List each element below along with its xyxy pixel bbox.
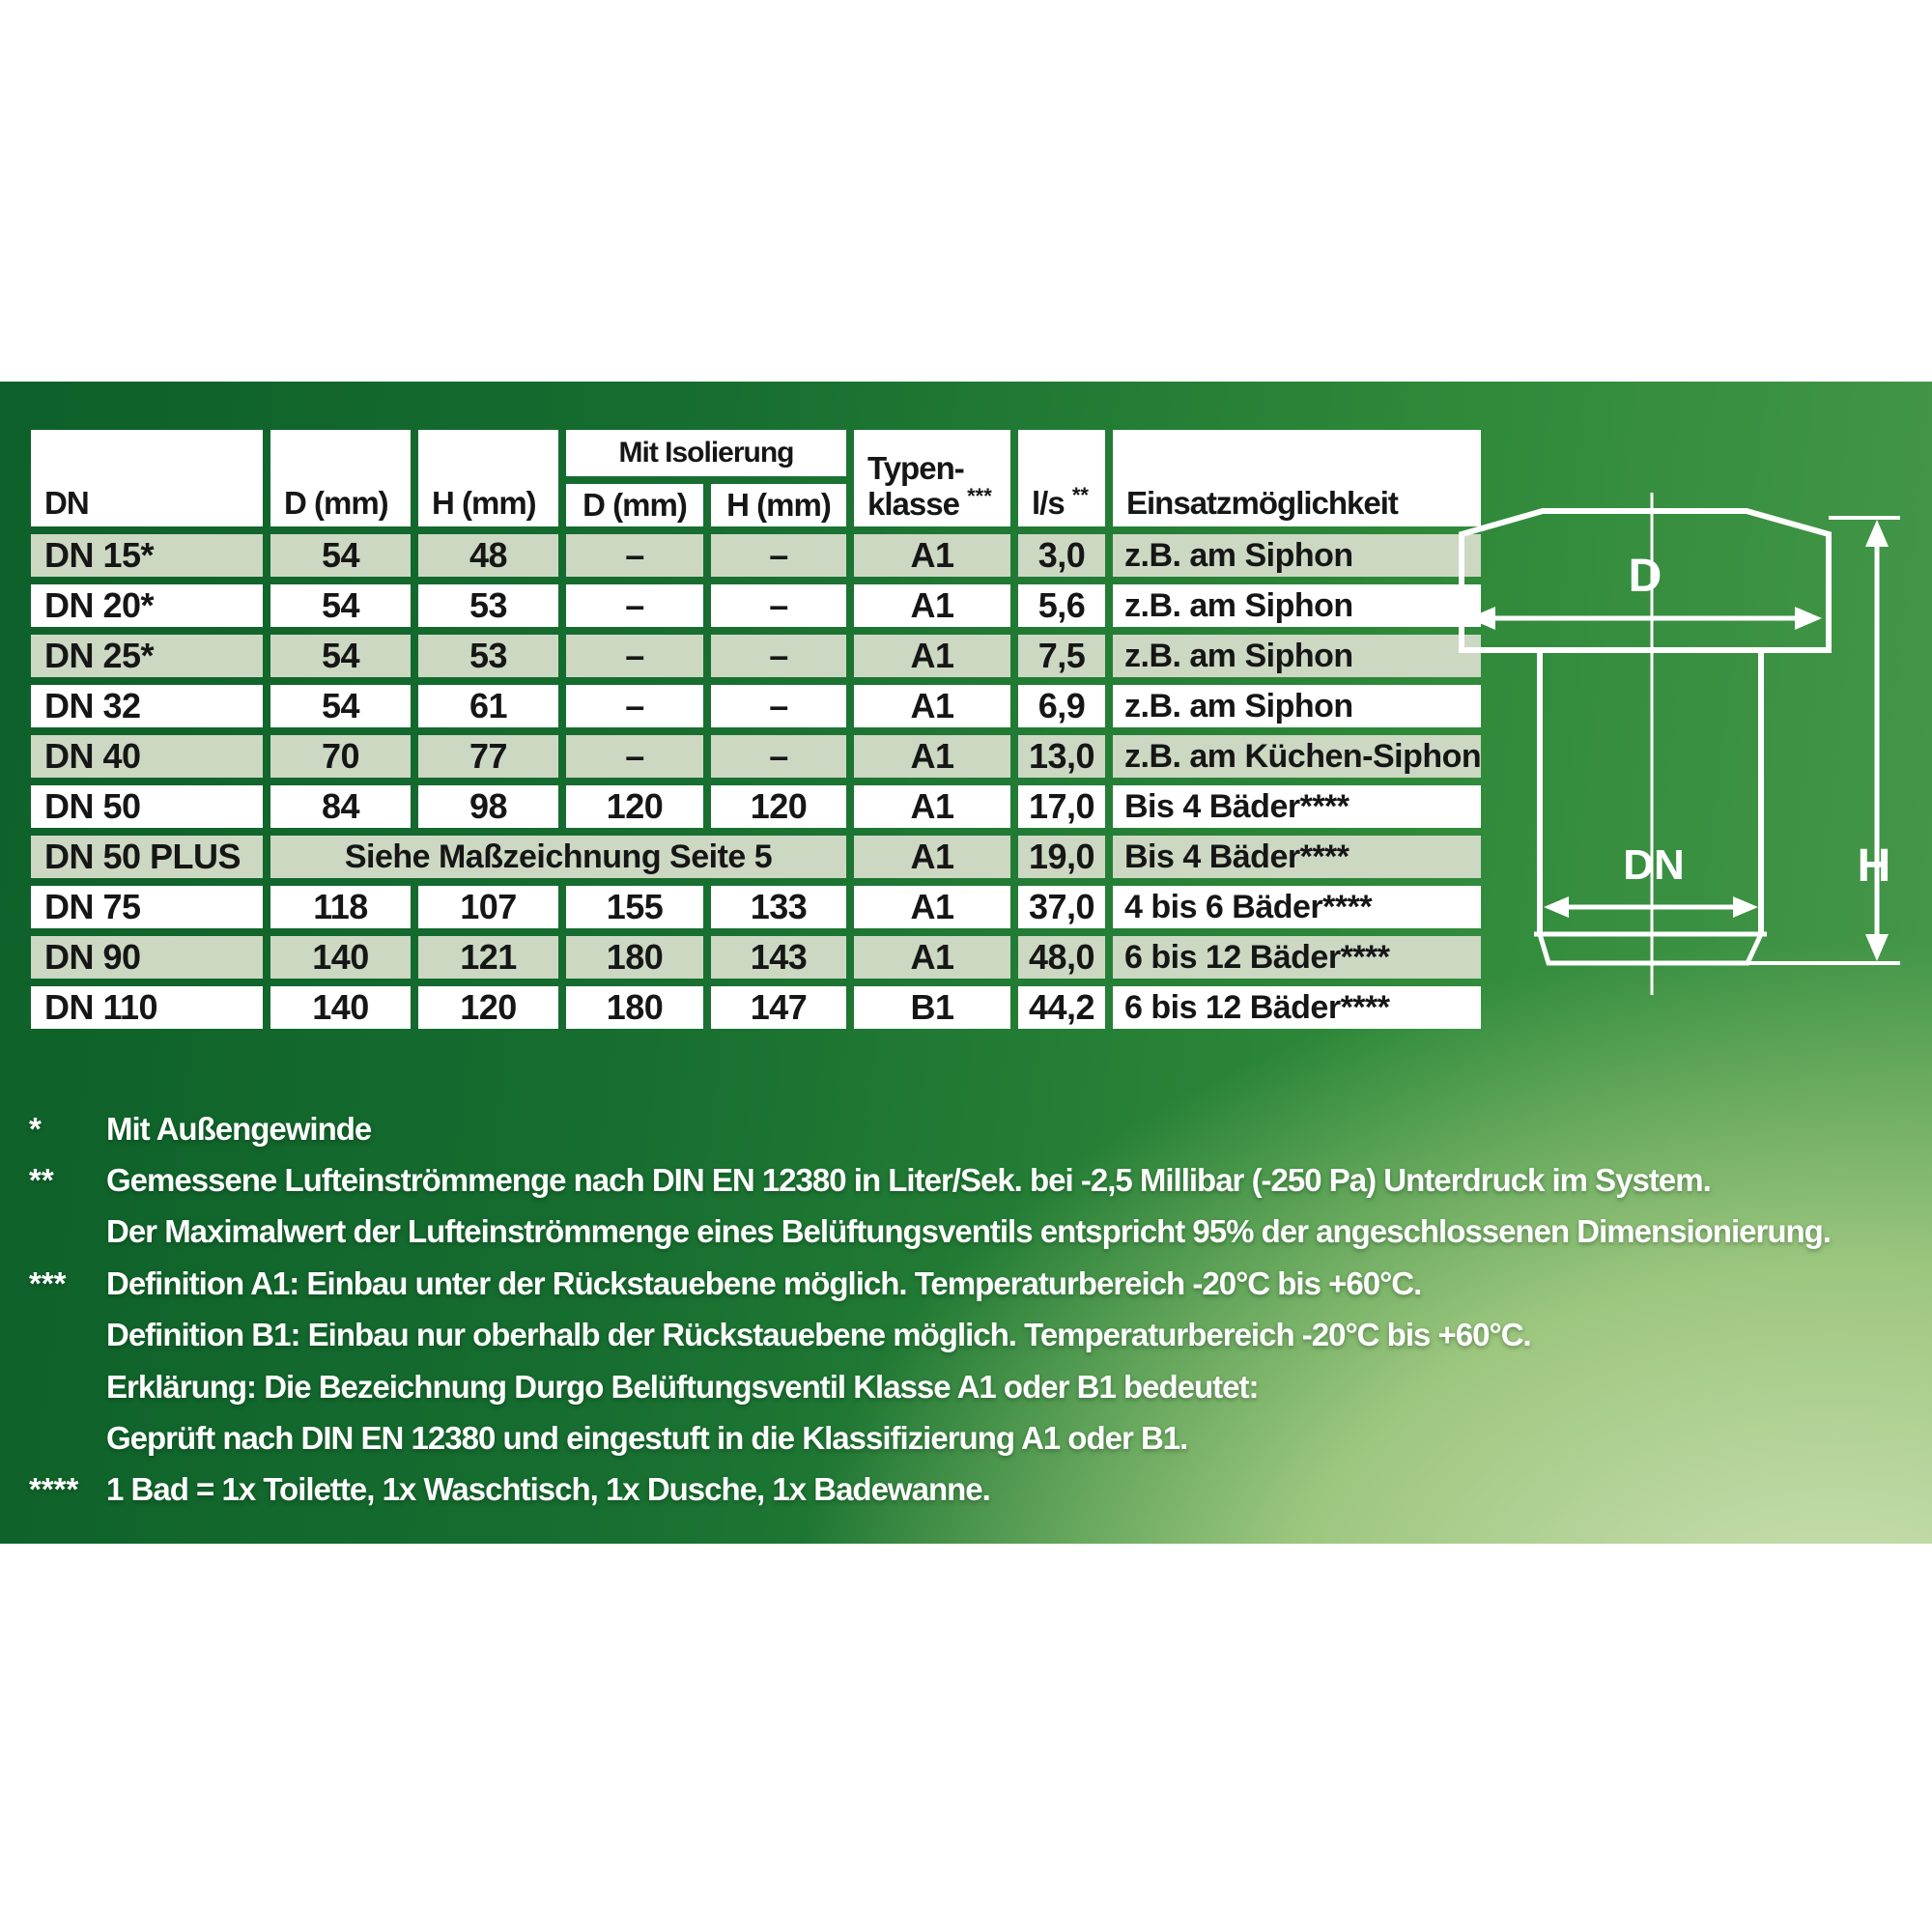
cell-dn: DN 15* xyxy=(31,534,263,577)
cell-d: 54 xyxy=(270,584,411,627)
col-header-einsatz: Einsatzmöglichkeit xyxy=(1113,430,1481,526)
cell-d: 84 xyxy=(270,785,411,828)
dn-dimension-label: DN xyxy=(1623,841,1685,889)
cell-iso-d: 155 xyxy=(566,886,703,928)
cell-iso-h: 120 xyxy=(711,785,846,828)
cell-ls: 19,0 xyxy=(1018,836,1105,878)
cell-ls: 17,0 xyxy=(1018,785,1105,828)
table-row xyxy=(31,635,1481,677)
h-dimension-label: H xyxy=(1857,840,1891,892)
footnote-text: Der Maximalwert der Lufteinströmmenge eines Belüftungsventils entspricht 95% der angeschlossenen Dimensionierung. xyxy=(106,1213,1831,1250)
cell-dn: DN 25* xyxy=(31,635,263,677)
table-row xyxy=(31,785,1481,828)
cell-ls: 6,9 xyxy=(1018,685,1105,727)
col-header-d-mm: D (mm) xyxy=(270,430,411,526)
cell-ls: 3,0 xyxy=(1018,534,1105,577)
cell-typ: A1 xyxy=(854,785,1010,828)
cell-d: 54 xyxy=(270,685,411,727)
table-row xyxy=(31,685,1481,727)
footnote-text: Gemessene Lufteinströmmenge nach DIN EN 12380 in Liter/Sek. bei -2,5 Millibar (-250 Pa) Unterdruck im System. xyxy=(106,1162,1711,1199)
footnote-text: 1 Bad = 1x Toilette, 1x Waschtisch, 1x Dusche, 1x Badewanne. xyxy=(106,1471,990,1508)
footnote-text: Definition A1: Einbau unter der Rückstauebene möglich. Temperaturbereich -20°C bis +60°C. xyxy=(106,1264,1422,1301)
cell-einsatz: z.B. am Siphon xyxy=(1113,635,1481,677)
cell-iso-d: 120 xyxy=(566,785,703,828)
cell-iso-d: – xyxy=(566,584,703,627)
footnote-line xyxy=(0,1464,1913,1516)
typenklasse-footnote-ref: *** xyxy=(967,484,992,509)
table-row-dn50plus xyxy=(31,836,1481,878)
cell-h: 77 xyxy=(418,735,558,778)
cell-dn: DN 40 xyxy=(31,735,263,778)
footnotes-block xyxy=(0,1103,1913,1516)
table-row xyxy=(31,986,1481,1029)
cell-iso-h: 143 xyxy=(711,936,846,979)
cell-h: 53 xyxy=(418,584,558,627)
footnote-line xyxy=(0,1361,1913,1412)
cell-einsatz: z.B. am Küchen-Siphon xyxy=(1113,735,1481,778)
cell-merged-note: Siehe Maßzeichnung Seite 5 xyxy=(270,836,846,878)
cell-ls: 5,6 xyxy=(1018,584,1105,627)
footnote-marker: **** xyxy=(29,1471,79,1508)
cell-typ: A1 xyxy=(854,534,1010,577)
footnote-line xyxy=(0,1258,1913,1309)
cell-d: 140 xyxy=(270,986,411,1029)
cell-typ: A1 xyxy=(854,735,1010,778)
dn-arrowhead-left xyxy=(1544,896,1569,918)
footnote-text: Geprüft nach DIN EN 12380 und eingestuft in die Klassifizierung A1 oder B1. xyxy=(106,1420,1188,1457)
cell-typ: A1 xyxy=(854,635,1010,677)
table-row xyxy=(31,534,1481,577)
cell-dn: DN 32 xyxy=(31,685,263,727)
cell-einsatz: Bis 4 Bäder**** xyxy=(1113,836,1481,878)
dn-arrowhead-right xyxy=(1733,896,1758,918)
table-row xyxy=(31,886,1481,928)
footnote-line xyxy=(0,1103,1913,1154)
cell-ls: 7,5 xyxy=(1018,635,1105,677)
footnote-marker: ** xyxy=(29,1162,54,1199)
cell-einsatz: z.B. am Siphon xyxy=(1113,534,1481,577)
cell-h: 61 xyxy=(418,685,558,727)
cell-ls: 44,2 xyxy=(1018,986,1105,1029)
footnote-text: Erklärung: Die Bezeichnung Durgo Belüftungsventil Klasse A1 oder B1 bedeutet: xyxy=(106,1368,1259,1405)
table-row xyxy=(31,584,1481,627)
footnote-marker: *** xyxy=(29,1264,67,1301)
cell-dn: DN 50 xyxy=(31,785,263,828)
footnote-text: Definition B1: Einbau nur oberhalb der Rückstauebene möglich. Temperaturbereich -20°C bis +60°C. xyxy=(106,1317,1531,1353)
h-arrowhead-bottom xyxy=(1865,934,1889,961)
ls-footnote-ref: ** xyxy=(1071,483,1089,507)
cell-h: 53 xyxy=(418,635,558,677)
cell-iso-d: 180 xyxy=(566,936,703,979)
cell-iso-d: – xyxy=(566,534,703,577)
cell-typ: A1 xyxy=(854,836,1010,878)
col-header-h-mm: H (mm) xyxy=(418,430,558,526)
cell-iso-d: – xyxy=(566,685,703,727)
col-header-dn: DN xyxy=(31,430,263,526)
cell-ls: 48,0 xyxy=(1018,936,1105,979)
footnote-line xyxy=(0,1412,1913,1463)
ls-label: l/s xyxy=(1032,485,1065,521)
cell-iso-h: – xyxy=(711,584,846,627)
spec-table xyxy=(23,422,1489,1037)
typenklasse-line2: klasse xyxy=(867,486,959,523)
cell-iso-h: 133 xyxy=(711,886,846,928)
col-header-typenklasse xyxy=(854,430,1010,526)
cell-h: 120 xyxy=(418,986,558,1029)
cell-dn: DN 20* xyxy=(31,584,263,627)
col-header-mit-isolierung: Mit Isolierung xyxy=(566,430,846,476)
cell-dn: DN 50 PLUS xyxy=(31,836,263,878)
footnote-line xyxy=(0,1207,1913,1258)
cell-iso-h: – xyxy=(711,735,846,778)
cell-iso-d: 180 xyxy=(566,986,703,1029)
col-header-iso-h-mm: H (mm) xyxy=(711,484,846,526)
cell-einsatz: Bis 4 Bäder**** xyxy=(1113,785,1481,828)
cell-iso-h: – xyxy=(711,635,846,677)
cell-h: 48 xyxy=(418,534,558,577)
cell-einsatz: 6 bis 12 Bäder**** xyxy=(1113,936,1481,979)
cell-iso-h: – xyxy=(711,534,846,577)
cell-h: 98 xyxy=(418,785,558,828)
valve-dimension-diagram xyxy=(1439,483,1922,1005)
cell-einsatz: z.B. am Siphon xyxy=(1113,685,1481,727)
table-row xyxy=(31,735,1481,778)
d-arrowhead-right xyxy=(1795,607,1822,630)
cell-typ: A1 xyxy=(854,584,1010,627)
typenklasse-line1: Typen- xyxy=(867,449,964,486)
cell-typ: A1 xyxy=(854,685,1010,727)
footnote-line xyxy=(0,1310,1913,1361)
cell-d: 54 xyxy=(270,635,411,677)
cell-dn: DN 75 xyxy=(31,886,263,928)
cell-iso-h: – xyxy=(711,685,846,727)
d-arrowhead-left xyxy=(1468,607,1495,630)
cell-einsatz: 4 bis 6 Bäder**** xyxy=(1113,886,1481,928)
cell-iso-d: – xyxy=(566,735,703,778)
cell-typ: A1 xyxy=(854,886,1010,928)
cell-einsatz: 6 bis 12 Bäder**** xyxy=(1113,986,1481,1029)
footnote-line xyxy=(0,1154,1913,1206)
cell-dn: DN 110 xyxy=(31,986,263,1029)
col-header-ls xyxy=(1018,430,1105,526)
cell-typ: A1 xyxy=(854,936,1010,979)
footnote-text: Mit Außengewinde xyxy=(106,1110,372,1147)
cell-ls: 37,0 xyxy=(1018,886,1105,928)
green-gradient-band xyxy=(0,382,1932,1544)
cell-h: 107 xyxy=(418,886,558,928)
cell-d: 70 xyxy=(270,735,411,778)
col-header-iso-d-mm: D (mm) xyxy=(566,484,703,526)
cell-d: 118 xyxy=(270,886,411,928)
footnote-marker: * xyxy=(29,1110,42,1147)
cell-d: 54 xyxy=(270,534,411,577)
cell-h: 121 xyxy=(418,936,558,979)
d-dimension-label: D xyxy=(1628,551,1662,602)
cell-einsatz: z.B. am Siphon xyxy=(1113,584,1481,627)
cell-iso-d: – xyxy=(566,635,703,677)
cell-typ: B1 xyxy=(854,986,1010,1029)
cell-d: 140 xyxy=(270,936,411,979)
cell-ls: 13,0 xyxy=(1018,735,1105,778)
cell-dn: DN 90 xyxy=(31,936,263,979)
cell-iso-h: 147 xyxy=(711,986,846,1029)
table-row xyxy=(31,936,1481,979)
h-arrowhead-top xyxy=(1865,520,1889,547)
